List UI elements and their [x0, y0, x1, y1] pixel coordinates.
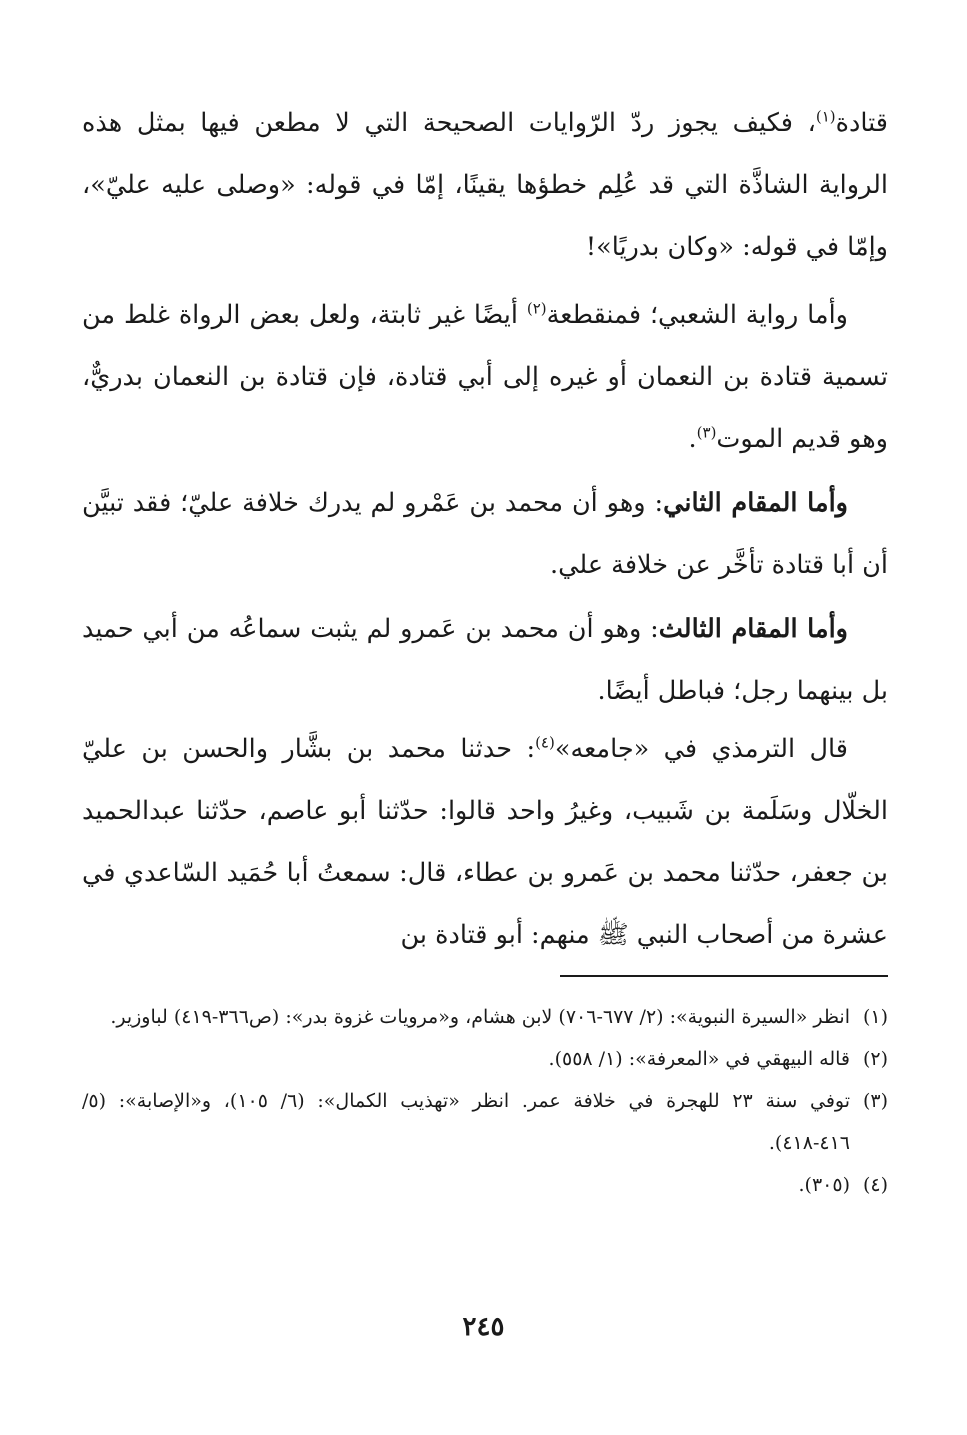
p2-text-c: . — [688, 424, 697, 454]
p2-text-b: أيضًا غير ثابتة، ولعل بعض الرواة غلط من تسمية قتادة بن النعمان أو غيره إلى أبي قتادة، فإن قتادة بن النعمان بدريٌّ، وهو قديم الموت — [82, 300, 888, 454]
main-text-2 — [82, 284, 888, 478]
paragraph-3 — [82, 472, 888, 596]
paragraph-5 — [82, 718, 888, 966]
footnote-ref-2[interactable]: (٢) — [526, 299, 547, 318]
footnote-number: (٢) — [862, 1048, 888, 1070]
footnote-1 — [82, 996, 888, 1038]
footnotes — [82, 996, 888, 1206]
p2-text-a: وأما رواية الشعبي؛ فمنقطعة — [546, 300, 848, 330]
p4-heading: وأما المقام الثالث — [658, 614, 848, 644]
footnote-number: (٤) — [862, 1174, 888, 1196]
p5-text-b: : حدثنا محمد بن بشَّار والحسن بن عليّ الخلّال وسَلَمة بن شَبيب، وغيرُ واحد قالوا: حدّثنا أبو عاصم، حدّثنا عبدالحميد بن جعفر، حدّثنا محمد بن عَمرو بن عطاء، قال: سمعتُ أبا حُمَيد السّاعدي في عشرة من أصحاب النبي ﷺ منهم: أبو قتادة بن — [82, 734, 888, 950]
footnote-2 — [82, 1038, 888, 1080]
paragraph-2 — [82, 284, 888, 470]
footnote-number: (١) — [862, 1006, 888, 1028]
paragraph-4 — [82, 598, 888, 722]
main-text — [82, 92, 888, 286]
p5-text-a: قال الترمذي في «جامعه» — [554, 734, 848, 764]
page-number: ٢٤٥ — [462, 1312, 505, 1342]
footnote-ref-4[interactable]: (٤) — [535, 733, 555, 752]
footnote-text: قاله البيهقي في «المعرفة»: (١/ ٥٥٨). — [548, 1048, 850, 1070]
p4-text: : وهو أن محمد بن عَمرو لم يثبت سماعُه من أبي حميد بل بينهما رجل؛ فباطل أيضًا. — [82, 614, 888, 706]
main-text-4 — [82, 598, 888, 730]
main-text-3 — [82, 472, 888, 604]
footnote-text: توفي سنة ٢٣ للهجرة في خلافة عمر. انظر «تهذيب الكمال»: (٦/ ١٠٥)، و«الإصابة»: (٥/ ٤١٦-٤١٨). — [82, 1090, 851, 1154]
footnote-number: (٣) — [862, 1090, 888, 1112]
p3-text: : وهو أن محمد بن عَمْرو لم يدرك خلافة عليّ؛ فقد تبيَّن أن أبا قتادة تأخَّر عن خلافة علي. — [82, 488, 888, 580]
footnote-ref-3[interactable]: (٣) — [696, 423, 717, 442]
p1-text-b: ، فكيف يجوز ردّ الرّوايات الصحيحة التي لا مطعن فيها بمثل هذه الرواية الشاذَّة التي قد عُلِم خطؤها يقينًا، إمّا في قوله: «وصلى عليه عليّ»، وإمّا في قوله: «وكان بدريًا»! — [82, 108, 888, 262]
footnote-3 — [82, 1080, 888, 1164]
footnote-text: (٣٠٥). — [798, 1174, 850, 1196]
footnote-4 — [82, 1164, 888, 1206]
footnote-divider — [560, 975, 888, 977]
footnote-text: انظر «السيرة النبوية»: (٢/ ٦٧٧-٧٠٦) لابن هشام، و«مرويات غزوة بدر»: (ص٣٦٦-٤١٩) لباوزير. — [110, 1006, 850, 1028]
p3-heading: وأما المقام الثاني — [663, 488, 848, 518]
paragraph-1 — [82, 92, 888, 278]
main-text-5 — [82, 718, 888, 974]
footnote-ref-1[interactable]: (١) — [815, 107, 836, 126]
p1-text-a: قتادة — [835, 108, 888, 138]
